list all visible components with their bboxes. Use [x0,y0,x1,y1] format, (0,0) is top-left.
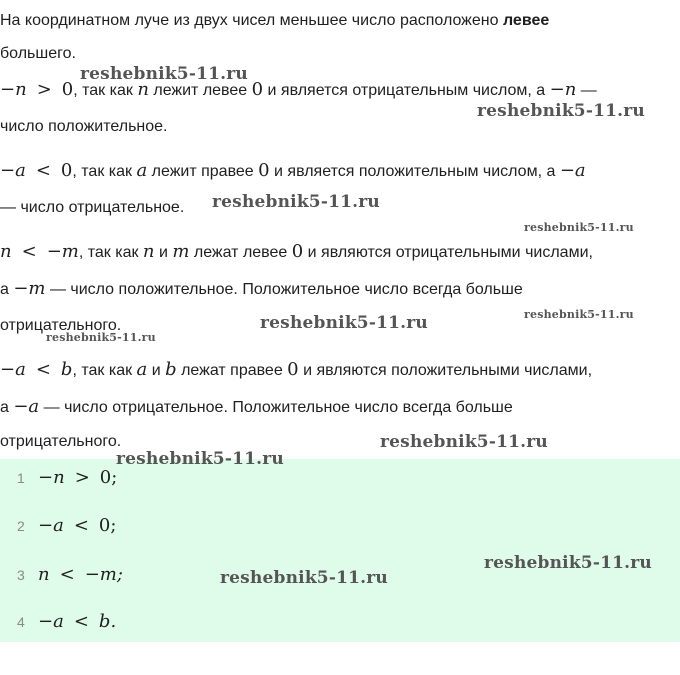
p3-text: , так как [78,244,143,261]
answer-lhs: n [38,564,50,585]
p3-text: — число положительное. Положительное число всегда больше [45,281,523,298]
p4-var: b [165,359,177,380]
answer-block [0,459,680,642]
p1-var: n [137,79,149,100]
p2-op: < [35,160,51,181]
answer-lhs: −n [38,467,65,488]
p2-line-2: — число отрицательное. [0,199,185,216]
p4-var: −a [13,396,40,417]
p3-lhs: n [0,241,12,262]
p2-text: и является положительным числом, а [269,163,560,180]
watermark: reshebnik5-11.ru [477,101,645,121]
p1-text: , так как [73,82,138,99]
answer-rhs: 0; [98,515,117,536]
answer-expression [38,607,116,637]
p1-text: лежит левее [148,82,252,99]
p4-text: а [0,399,14,416]
p3-var: m [172,241,190,262]
watermark: reshebnik5-11.ru [380,432,548,452]
p3-text: и [154,244,173,261]
answer-expression [38,511,116,541]
p3-var: −m [13,278,46,299]
answer-expression [38,463,117,493]
answer-rhs: b. [98,611,117,632]
p3-rhs: −m [46,241,79,262]
watermark: reshebnik5-11.ru [80,64,248,84]
p1-var: 0 [251,79,264,100]
p3-text: лежат левее [189,244,292,261]
p4-var: a [136,359,148,380]
answer-expression [38,560,123,590]
p1-text: — [576,82,597,99]
p4-text: и являются положительными числами, [298,362,593,379]
intro-text: На координатном луче из двух чисел меньшее число расположено [0,12,503,29]
p4-line-3: отрицательного. [0,433,122,450]
answer-op: > [74,467,90,488]
p1-op: > [36,79,52,100]
p3-line-2 [0,279,523,300]
p4-text: — число отрицательное. Положительное число всегда больше [39,399,513,416]
p4-text: и [147,362,166,379]
p4-rhs: b [60,359,73,380]
intro-line-1 [0,11,549,31]
watermark: reshebnik5-11.ru [484,553,652,573]
p1-lhs: −n [0,79,27,100]
watermark: reshebnik5-11.ru [260,313,428,333]
watermark: reshebnik5-11.ru [524,308,634,321]
answer-rhs: −m; [84,564,123,585]
p4-var: 0 [287,359,299,380]
p1-text: и является отрицательным числом, а [263,82,550,99]
answer-op: < [73,515,89,536]
p1-var: −n [549,79,577,100]
p4-text: лежат правее [176,362,288,379]
p2-lhs: −a [0,160,26,181]
watermark: reshebnik5-11.ru [220,568,388,588]
p2-text: лежит правее [147,163,259,180]
p4-line-2 [0,397,513,418]
answer-number: 1 [17,470,25,486]
p3-op: < [21,241,37,262]
p4-text: , так как [72,362,137,379]
p4-line-1 [0,360,592,381]
p3-var: 0 [291,241,304,262]
p3-line-1 [0,242,593,263]
p3-text: и являются отрицательными числами, [303,244,593,261]
answer-number: 2 [17,518,25,534]
answer-op: < [59,564,75,585]
intro-line-2: большего. [0,45,76,62]
p2-var: −a [559,160,586,181]
p2-var: a [136,160,148,181]
answer-lhs: −a [38,515,64,536]
p4-lhs: −a [0,359,26,380]
p3-line-3: отрицательного. [0,317,122,334]
watermark: reshebnik5-11.ru [524,221,634,234]
watermark: reshebnik5-11.ru [212,192,380,212]
answer-rhs: 0; [99,467,118,488]
answer-number: 4 [17,614,25,630]
p2-rhs: 0 [60,160,73,181]
p2-var: 0 [258,160,270,181]
answer-op: < [73,611,89,632]
answer-lhs: −a [38,611,64,632]
p2-line-1 [0,161,586,182]
p1-line-2: число положительное. [0,118,168,135]
p1-rhs: 0 [61,79,74,100]
intro-bold-word: левее [502,12,550,29]
p3-var: n [142,241,155,262]
watermark: reshebnik5-11.ru [116,449,284,469]
watermark: reshebnik5-11.ru [46,331,156,344]
p2-text: , так как [72,163,137,180]
p3-text: а [0,281,14,298]
p4-op: < [35,359,51,380]
answer-number: 3 [17,567,25,583]
